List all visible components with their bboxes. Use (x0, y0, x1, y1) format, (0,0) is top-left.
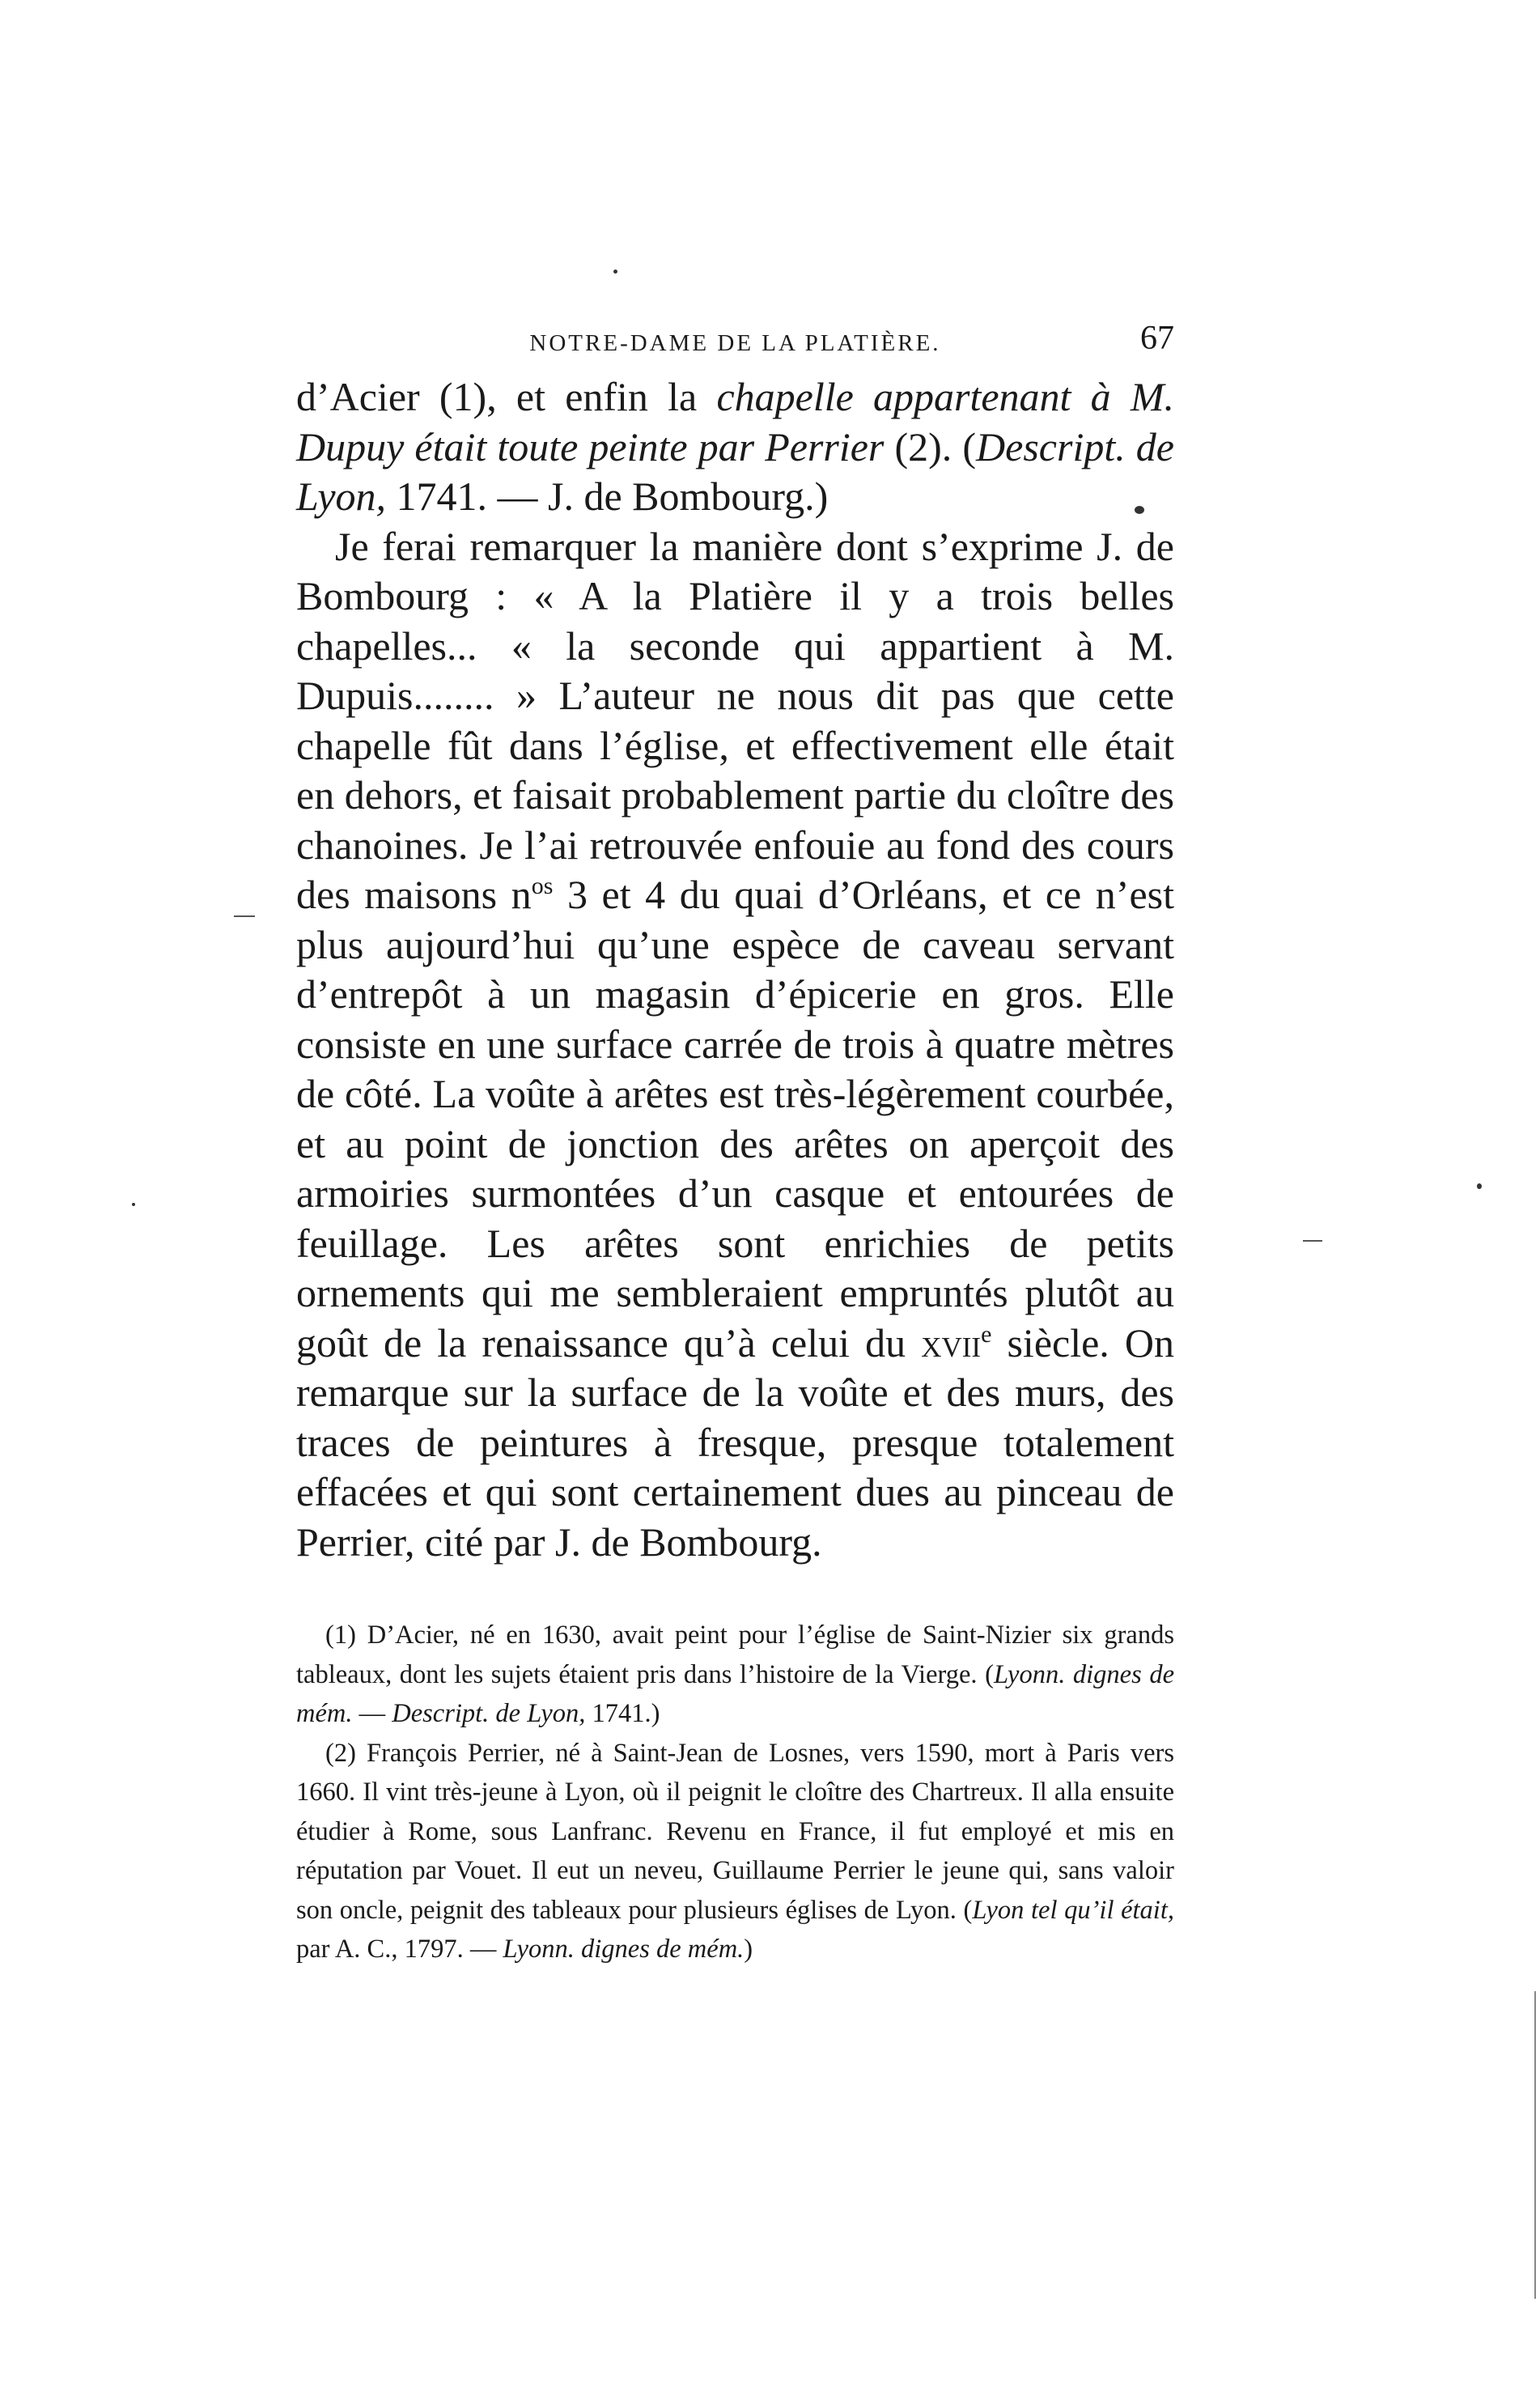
p1-text: d’Acier (1), et enfin la (296, 374, 717, 419)
scan-speck (613, 270, 617, 274)
running-title: NOTRE-DAME DE LA PLATIÈRE. (529, 330, 941, 356)
paragraph-2 (296, 522, 1174, 1568)
p2-superscript: os (531, 873, 554, 899)
p1-italic: chapelle appartenant à M. Dupuy était toute peinte par Perrier (296, 374, 1175, 469)
footnote-2 (296, 1734, 1174, 1969)
p1-italic: Descript. de Lyon, (296, 423, 1175, 519)
footnotes (296, 1616, 1174, 1969)
fn1-italic: Lyonn. dignes de mém. (296, 1659, 1174, 1728)
p2-text: 3 et 4 du quai d’Orléans, et ce n’est plus aujourd’hui qu’une espèce de caveau servant d’entrepôt à un magasin d’épicerie en gros. Elle consiste en une surface carrée de trois à quatre mètres de côté. La voûte à arêtes est très-légèrement courbée, et au point de jonction des arêtes on aperçoit des armoiries surmontées d’un casque et entourées de feuillage. Les arêtes sont enrichies de petits ornements qui me sembleraient empruntés plutôt au goût de la renaissance qu’à celui du (296, 872, 1174, 1366)
p1-text: 1741. — J. de Bombourg.) (386, 474, 829, 519)
fn2-italic: Lyonn. dignes de mém. (503, 1935, 745, 1964)
fn1-italic: Descript. de Lyon, (392, 1699, 586, 1728)
p2-text: Je ferai remarquer la manière dont s’exprime J. de Bombourg : « A la Platière il y a trois belles chapelles... « la seconde qui appartient à M. Dupuis........ » L’auteur ne nous dit pas que cette chapelle fût dans l’église, et effectivement elle était en dehors, et faisait probablement partie du cloître des chanoines. Je l’ai retrouvée enfouie au fond des cours des maisons n (296, 523, 1174, 917)
scan-mark (234, 915, 255, 917)
scan-mark (1534, 1991, 1536, 2299)
p1-text: (2). ( (884, 423, 977, 469)
scan-speck (132, 1203, 135, 1206)
fn1-text: (1) D’Acier, né en 1630, avait peint pour l’église de Saint-Nizier six grands tableaux, dont les sujets étaient pris dans l’histoire de la Vierge. ( (296, 1620, 1174, 1689)
book-page (296, 316, 1174, 1969)
fn2-text: ) (744, 1935, 753, 1964)
fn2-text: (2) François Perrier, né à Saint-Jean de Losnes, vers 1590, mort à Paris vers 1660. Il vint très-jeune à Lyon, où il peignit le cloître des Chartreux. Il alla ensuite étudier à Rome, sous Lanfranc. Revenu en France, il fut employé et mis en réputation par Vouet. Il eut un neveu, Guillaume Perrier le jeune qui, sans valoir son oncle, peignit des tableaux pour plusieurs églises de Lyon. ( (296, 1738, 1174, 1925)
body-text (296, 372, 1174, 1567)
fn2-text: par A. C., 1797. — (296, 1935, 503, 1964)
fn1-text: 1741.) (585, 1699, 660, 1728)
fn1-text: — (352, 1699, 392, 1728)
fn2-italic: Lyon tel qu’il était, (972, 1895, 1174, 1925)
scan-speck (1477, 1183, 1482, 1189)
paragraph-1 (296, 372, 1174, 522)
scan-mark (1303, 1240, 1322, 1242)
p2-text: siècle. On remarque sur la surface de la voûte et des murs, des traces de peintures à fresque, presque totalement effacées et qui sont certainement dues au pinceau de Perrier, cité par J. de Bombourg. (296, 1319, 1174, 1565)
footnote-1 (296, 1616, 1174, 1734)
p2-roman-numeral: xvii (921, 1319, 982, 1366)
running-head (296, 316, 1174, 372)
page-number: 67 (1140, 320, 1174, 357)
p2-superscript: e (981, 1320, 992, 1348)
